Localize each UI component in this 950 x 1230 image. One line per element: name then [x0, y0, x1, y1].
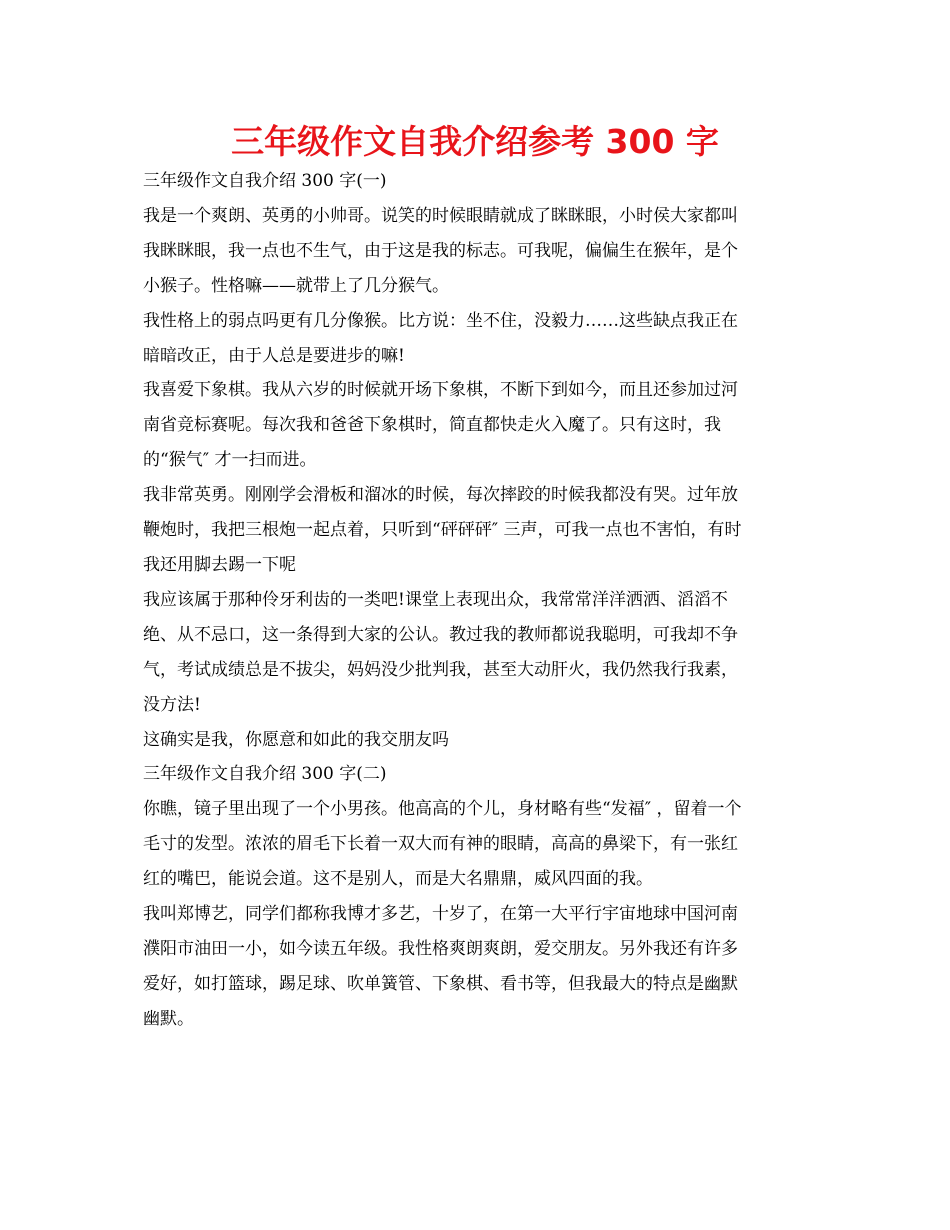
text-line: 绝、从不忌口，这一条得到大家的公认。教过我的教师都说我聪明，可我却不争	[143, 624, 738, 645]
text-line: 我叫郑博艺，同学们都称我博才多艺，十岁了，在第一大平行宇宙地球中国河南	[143, 904, 738, 925]
text-line: 幽默。	[143, 1008, 194, 1029]
text-line: 你瞧，镜子里出现了一个小男孩。他高高的个儿，身材略有些“发福″ ，留着一个	[143, 799, 742, 820]
text-line: 这确实是我，你愿意和如此的我交朋友吗	[143, 729, 449, 750]
document-body	[143, 164, 807, 1037]
text-line: 爱好，如打篮球，踢足球、吹单簧管、下象棋、看书等，但我最大的特点是幽默	[143, 973, 738, 994]
text-line: 暗暗改正，由于人总是要进步的嘛!	[143, 345, 405, 366]
text-line: 我应该属于那种伶牙利齿的一类吧!课堂上表现出众，我常常洋洋洒洒、滔滔不	[143, 589, 728, 610]
text-line: 我眯眯眼，我一点也不生气，由于这是我的标志。可我呢，偏偏生在猴年，是个	[143, 240, 738, 261]
text-line: 鞭炮时，我把三根炮一起点着，只听到“砰砰砰″ 三声，可我一点也不害怕，有时	[143, 520, 742, 541]
text-line: 小猴子。性格嘛——就带上了几分猴气。	[143, 275, 449, 296]
text-line: 南省竞标赛呢。每次我和爸爸下象棋时，简直都快走火入魔了。只有这时，我	[143, 415, 721, 436]
section-heading-1: 三年级作文自我介绍 300 字(一)	[143, 171, 387, 191]
section-heading-2: 三年级作文自我介绍 300 字(二)	[143, 764, 387, 785]
text-line: 濮阳市油田一小，如今读五年级。我性格爽朗爽朗，爱交朋友。另外我还有许多	[143, 938, 738, 959]
text-line: 我性格上的弱点吗更有几分像猴。比方说：坐不住，没毅力……这些缺点我正在	[143, 310, 738, 331]
text-line: 我是一个爽朗、英勇的小帅哥。说笑的时候眼睛就成了眯眯眼，小时侯大家都叫	[143, 205, 738, 226]
text-line: 没方法!	[143, 694, 201, 715]
text-line: 我还用脚去踢一下呢	[143, 554, 296, 575]
text-line: 红的嘴巴，能说会道。这不是别人，而是大名鼎鼎，威风四面的我。	[143, 869, 653, 890]
text-line: 的“猴气″ 才一扫而进。	[143, 450, 317, 471]
text-line: 毛寸的发型。浓浓的眉毛下长着一双大而有神的眼睛，高高的鼻梁下，有一张红	[143, 834, 738, 855]
text-line: 我喜爱下象棋。我从六岁的时候就开场下象棋，不断下到如今，而且还参加过河	[143, 380, 738, 401]
document-title: 三年级作文自我介绍参考 300 字	[231, 122, 719, 161]
text-line: 气，考试成绩总是不拔尖，妈妈没少批判我，甚至大动肝火，我仍然我行我素，	[143, 659, 738, 680]
text-line: 我非常英勇。刚刚学会滑板和溜冰的时候，每次摔跤的时候我都没有哭。过年放	[143, 485, 738, 506]
